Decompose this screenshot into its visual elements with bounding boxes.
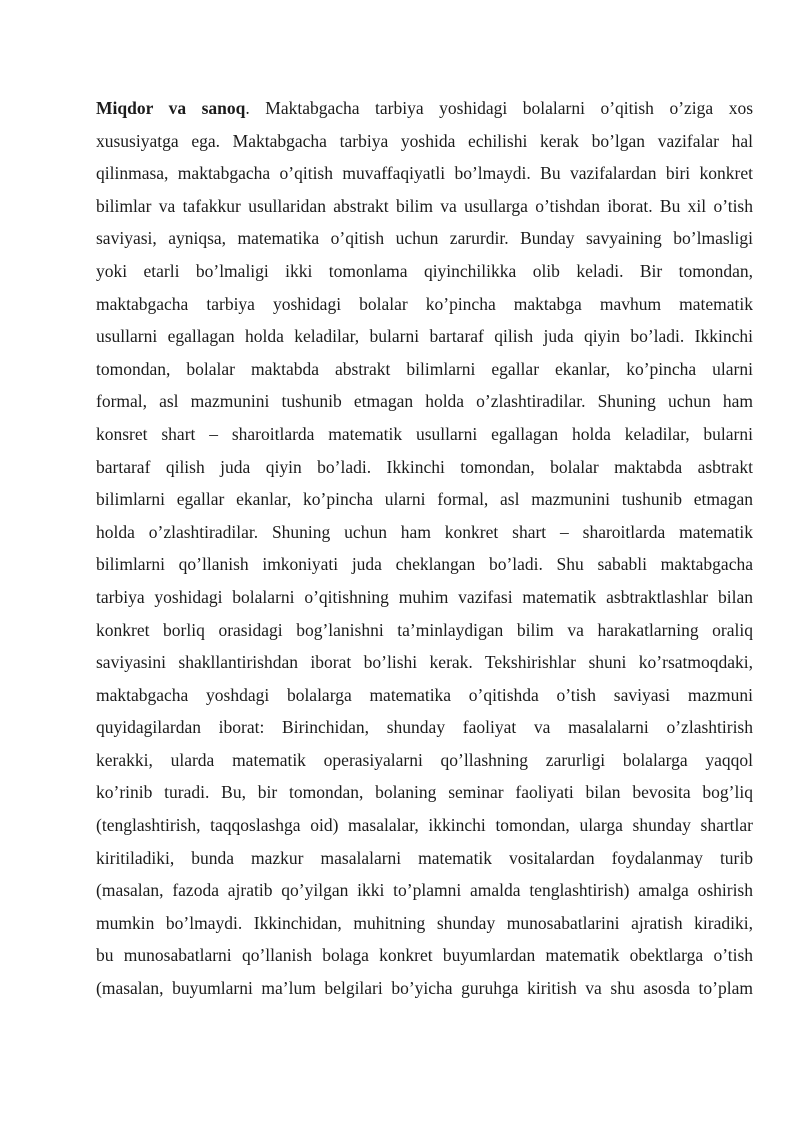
body-paragraph [96,92,753,1005]
text-line: ko’rinib turadi. Bu, bir tomondan, bolaning seminar faoliyati bilan bevosita bog’liq [96,782,753,803]
text-line: yoki etarli bo’lmaligi ikki tomonlama qiyinchilikka olib keladi. Bir tomondan, [96,260,753,281]
text-line: saviyasini shakllantirishdan iborat bo’lishi kerak. Tekshirishlar shuni ko’rsatmoqdaki, [96,652,753,673]
text-line: maktabgacha tarbiya yoshidagi bolalar ko’pincha maktabga mavhum matematik [96,293,753,314]
text-line: kiritiladiki, bunda mazkur masalalarni matematik vositalardan foydalanmay turib [96,847,753,868]
text-line: saviyasi, ayniqsa, matematika o’qitish uchun zarurdir. Bunday savyaining bo’lmasligi [96,228,753,249]
text-line: (masalan, fazoda ajratib qo’yilgan ikki to’plamni amalda tenglashtirish) amalga oshirish [96,880,753,901]
text-line [96,92,753,125]
text-line: qilinmasa, maktabgacha o’qitish muvaffaqiyatli bo’lmaydi. Bu vazifalardan biri konkret [96,163,753,184]
text-line: tarbiya yoshidagi bolalarni o’qitishning muhim vazifasi matematik asbtraktlashlar bilan [96,586,753,607]
text-line: maktabgacha yoshdagi bolalarga matematika o’qitishda o’tish saviyasi mazmuni [96,684,753,705]
text-line: bu munosabatlarni qo’llanish bolaga konkret buyumlardan matematik obektlarga o’tish [96,945,753,966]
text-line: bartaraf qilish juda qiyin bo’ladi. Ikkinchi tomondan, bolalar maktabda asbtrakt [96,456,753,477]
lead-term: Miqdor va sanoq [96,98,246,118]
text-line: tomondan, bolalar maktabda abstrakt bilimlarni egallar ekanlar, ko’pincha ularni [96,358,753,379]
text-line: konsret shart – sharoitlarda matematik usullarni egallagan holda keladilar, bularni [96,423,753,444]
text-line: formal, asl mazmunini tushunib etmagan holda o’zlashtiradilar. Shuning uchun ham [96,391,753,412]
text-line: konkret borliq orasidagi bog’lanishni ta’minlaydigan bilim va harakatlarning oraliq [96,619,753,640]
text-line: bilimlarni qo’llanish imkoniyati juda cheklangan bo’ladi. Shu sababli maktabgacha [96,554,753,575]
text-line: quyidagilardan iborat: Birinchidan, shunday faoliyat va masalalarni o’zlashtirish [96,717,753,738]
text-line: xususiyatga ega. Maktabgacha tarbiya yoshida echilishi kerak bo’lgan vazifalar hal [96,130,753,151]
text-line: mumkin bo’lmaydi. Ikkinchidan, muhitning shunday munosabatlarini ajratish kiradiki, [96,912,753,933]
text-line: usullarni egallagan holda keladilar, bularni bartaraf qilish juda qiyin bo’ladi. Ikkinchi [96,326,753,347]
first-line-rest: . Maktabgacha tarbiya yoshidagi bolalarni o’qitish o’ziga xos [245,98,753,118]
text-line: (tenglashtirish, taqqoslashga oid) masalalar, ikkinchi tomondan, ularga shunday shartlar [96,815,753,836]
text-line: (masalan, buyumlarni ma’lum belgilari bo’yicha guruhga kiritish va shu asosda to’plam [96,978,753,999]
text-line: bilimlar va tafakkur usullaridan abstrakt bilim va usullarga o’tishdan iborat. Bu xil o’tish [96,195,753,216]
text-line: bilimlarni egallar ekanlar, ko’pincha ularni formal, asl mazmunini tushunib etmagan [96,489,753,510]
text-line: holda o’zlashtiradilar. Shuning uchun ham konkret shart – sharoitlarda matematik [96,521,753,542]
text-line: kerakki, ularda matematik operasiyalarni qo’llashning zarurligi bolalarga yaqqol [96,749,753,770]
